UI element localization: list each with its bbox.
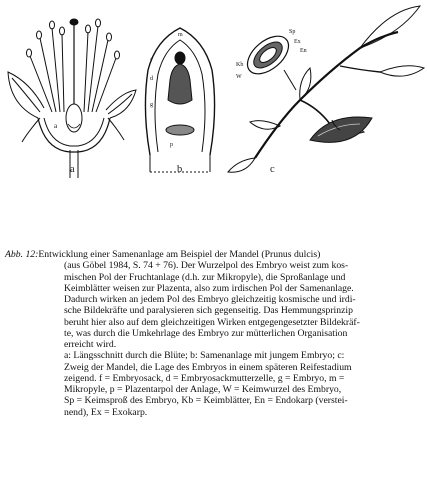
- branch-label-ex: Ex: [294, 39, 301, 45]
- legend-line-6: nend), Ex = Exokarp.: [64, 406, 148, 418]
- figure-caption: [5, 249, 423, 418]
- caption-line-2: (aus Göbel 1984, S. 74 + 76). Der Wurzelpol des Embryo weist zum kos-: [64, 260, 349, 272]
- panel-label-c: c: [270, 164, 275, 175]
- caption-line-4: Keimblätter weisen zur Plazenta, also zum irdischen Pol der Samenanlage.: [64, 282, 354, 294]
- ovule-label-f: f: [150, 58, 152, 64]
- ovule-label-g: g: [150, 102, 153, 108]
- panel-label-a: a: [70, 164, 75, 175]
- caption-line-3: mischen Pol der Fruchtanlage (d.h. zur Mikropyle), die Sproßanlage und: [64, 271, 346, 283]
- branch-label-en: En: [300, 48, 307, 54]
- legend-line-1: a: Längsschnitt durch die Blüte; b: Samenanlage mit jungem Embryo; c:: [64, 350, 345, 362]
- caption-first-line: [5, 249, 423, 260]
- legend-line-2: Zweig der Mandel, die Lage des Embryos in einem späteren Reifestadium: [64, 361, 352, 373]
- legend-line-4: Mikropyle, p = Plazentarpol der Anlage, W = Keimwurzel des Embryo,: [64, 384, 342, 395]
- caption-line-1: Entwicklung einer Samenanlage am Beispiel der Mandel (Prunus dulcis): [38, 249, 321, 260]
- figure: [0, 0, 427, 185]
- flower-section-illustration: [8, 19, 136, 178]
- branch-label-kb: Kb: [236, 62, 244, 68]
- almond-branch-illustration: [228, 6, 424, 172]
- caption-figure-label: Abb. 12:: [5, 249, 39, 260]
- branch-label-sp: Sp: [289, 29, 296, 35]
- branch-label-w: W: [236, 74, 242, 80]
- legend-line-5: Sp = Keimsproß des Embryo, Kb = Keimblätter, En = Endokarp (verstei-: [64, 395, 348, 407]
- caption-line-7: beruht hier also auf dem gleichzeitigen Wirken entgegengesetzter Bildekräf-: [64, 316, 360, 328]
- caption-line-5: Dadurch wirken an jedem Pol des Embryo gleichzeitig kosmische und irdi-: [64, 294, 356, 305]
- svg-text:a: a: [54, 122, 58, 130]
- ovule-label-d: d: [150, 76, 153, 82]
- caption-line-8: te, was durch die Umkehrlage des Embryo zur mütterlichen Organisation: [64, 327, 348, 339]
- caption-line-9: erreicht wird.: [64, 339, 117, 350]
- caption-line-6: sche Bildekräfte und paralysieren sich gegenseitig. Das Hemmungsprinzip: [64, 305, 353, 317]
- ovule-label-m: m: [178, 32, 183, 38]
- legend-line-3: zeigend. f = Embryosack, d = Embryosackmutterzelle, g = Embryo, m =: [64, 372, 345, 384]
- figure-drawing: [0, 0, 427, 185]
- ovule-illustration: [145, 28, 214, 172]
- panel-label-b: b: [177, 164, 183, 175]
- ovule-label-p: p: [170, 142, 173, 148]
